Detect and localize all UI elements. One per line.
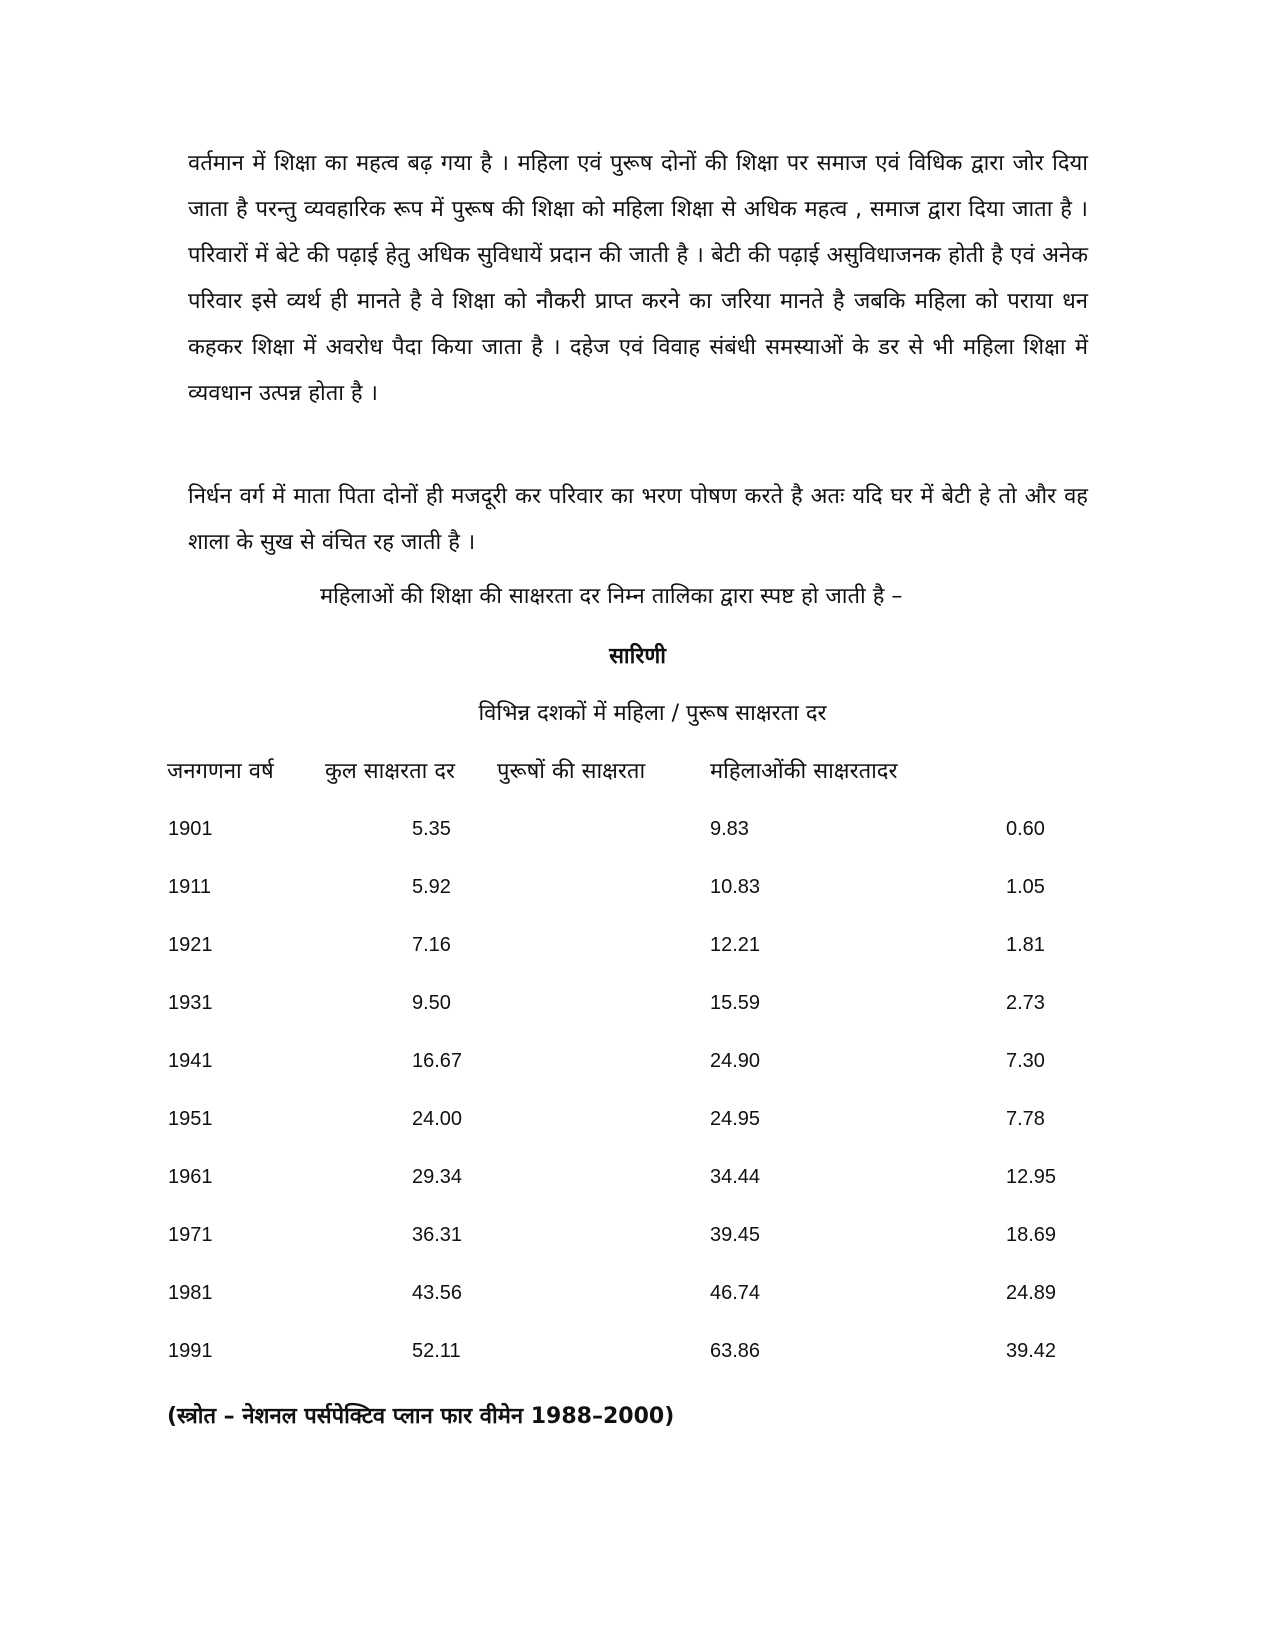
cell-year: 1901 <box>168 818 213 840</box>
table-header-row <box>0 755 1275 789</box>
header-male-literacy: पुरूषों की साक्षरता <box>497 759 646 784</box>
cell-year: 1941 <box>168 1050 213 1072</box>
header-total-literacy: कुल साक्षरता दर <box>325 759 456 784</box>
cell-female-literacy: 24.89 <box>1006 1282 1057 1304</box>
cell-male-literacy: 15.59 <box>710 992 761 1014</box>
cell-male-literacy: 12.21 <box>710 934 761 956</box>
cell-year: 1921 <box>168 934 213 956</box>
table-row <box>0 1050 1275 1108</box>
cell-male-literacy: 9.83 <box>710 818 749 840</box>
cell-male-literacy: 39.45 <box>710 1224 761 1246</box>
cell-female-literacy: 18.69 <box>1006 1224 1057 1246</box>
cell-total-literacy: 9.50 <box>412 992 451 1014</box>
table-title: सारिणी <box>609 644 666 669</box>
header-female-literacy: महिलाओंकी साक्षरतादर <box>710 759 898 784</box>
paragraph-poor-families: निर्धन वर्ग में माता पिता दोनों ही मजदूरी कर परिवार का भरण पोषण करते है अतः यदि घर में बेटी हे तो और वह शाला के सुख से वंचित रह जाती है । <box>188 484 1088 555</box>
cell-female-literacy: 2.73 <box>1006 992 1045 1014</box>
cell-total-literacy: 24.00 <box>412 1108 463 1130</box>
cell-female-literacy: 7.78 <box>1006 1108 1045 1130</box>
table-row <box>0 818 1275 876</box>
table-row <box>0 1224 1275 1282</box>
table-row <box>0 876 1275 934</box>
cell-total-literacy: 5.92 <box>412 876 451 898</box>
table-subtitle: विभिन्न दशकों में महिला / पुरूष साक्षरता दर <box>478 701 827 726</box>
cell-year: 1911 <box>168 876 212 898</box>
cell-year: 1961 <box>168 1166 213 1188</box>
cell-male-literacy: 63.86 <box>710 1340 761 1362</box>
cell-total-literacy: 52.11 <box>412 1340 461 1362</box>
cell-year: 1951 <box>168 1108 213 1130</box>
table-row <box>0 934 1275 992</box>
paragraph-education-importance: वर्तमान में शिक्षा का महत्व बढ़ गया है । महिला एवं पुरूष दोनों की शिक्षा पर समाज एवं विधिक द्वारा जोर दिया जाता है परन्तु व्यवहारिक रूप में पुरूष की शिक्षा को महिला शिक्षा से अधिक महत्व , समाज द्वारा दिया जाता है । परिवारों में बेटे की पढ़ाई हेतु अधिक सुविधायें प्रदान की जाती है । बेटी की पढ़ाई असुविधाजनक होती है एवं अनेक परिवार इसे व्यर्थ ही मानते है वे शिक्षा को नौकरी प्राप्त करने का जरिया मानते है जबकि महिला को पराया धन कहकर शिक्षा में अवरोध पैदा किया जाता है । दहेज एवं विवाह संबंधी समस्याओं के डर से भी महिला शिक्षा में व्यवधान उत्पन्न होता है । <box>188 151 1088 406</box>
cell-total-literacy: 5.35 <box>412 818 451 840</box>
cell-female-literacy: 12.95 <box>1006 1166 1057 1188</box>
table-row <box>0 1166 1275 1224</box>
cell-male-literacy: 34.44 <box>710 1166 761 1188</box>
cell-year: 1931 <box>168 992 213 1014</box>
table-row <box>0 1340 1275 1398</box>
cell-total-literacy: 43.56 <box>412 1282 463 1304</box>
cell-year: 1981 <box>168 1282 213 1304</box>
cell-year: 1971 <box>168 1224 213 1246</box>
source-citation: (स्त्रोत – नेशनल पर्सपेक्टिव प्लान फार वीमेन 1988–2000) <box>167 1404 675 1429</box>
cell-female-literacy: 0.60 <box>1006 818 1045 840</box>
cell-female-literacy: 1.05 <box>1006 876 1045 898</box>
table-row <box>0 1108 1275 1166</box>
cell-total-literacy: 16.67 <box>412 1050 463 1072</box>
cell-male-literacy: 24.90 <box>710 1050 761 1072</box>
cell-total-literacy: 7.16 <box>412 934 451 956</box>
cell-female-literacy: 39.42 <box>1006 1340 1057 1362</box>
cell-female-literacy: 1.81 <box>1006 934 1045 956</box>
cell-total-literacy: 36.31 <box>412 1224 463 1246</box>
cell-year: 1991 <box>168 1340 213 1362</box>
cell-male-literacy: 24.95 <box>710 1108 761 1130</box>
header-census-year: जनगणना वर्ष <box>167 759 274 784</box>
table-body <box>0 818 1275 1398</box>
table-intro-text: महिलाओं की शिक्षा की साक्षरता दर निम्न तालिका द्वारा स्पष्ट हो जाती है – <box>320 584 903 609</box>
cell-female-literacy: 7.30 <box>1006 1050 1045 1072</box>
cell-total-literacy: 29.34 <box>412 1166 463 1188</box>
table-row <box>0 992 1275 1050</box>
cell-male-literacy: 46.74 <box>710 1282 761 1304</box>
cell-male-literacy: 10.83 <box>710 876 761 898</box>
table-row <box>0 1282 1275 1340</box>
